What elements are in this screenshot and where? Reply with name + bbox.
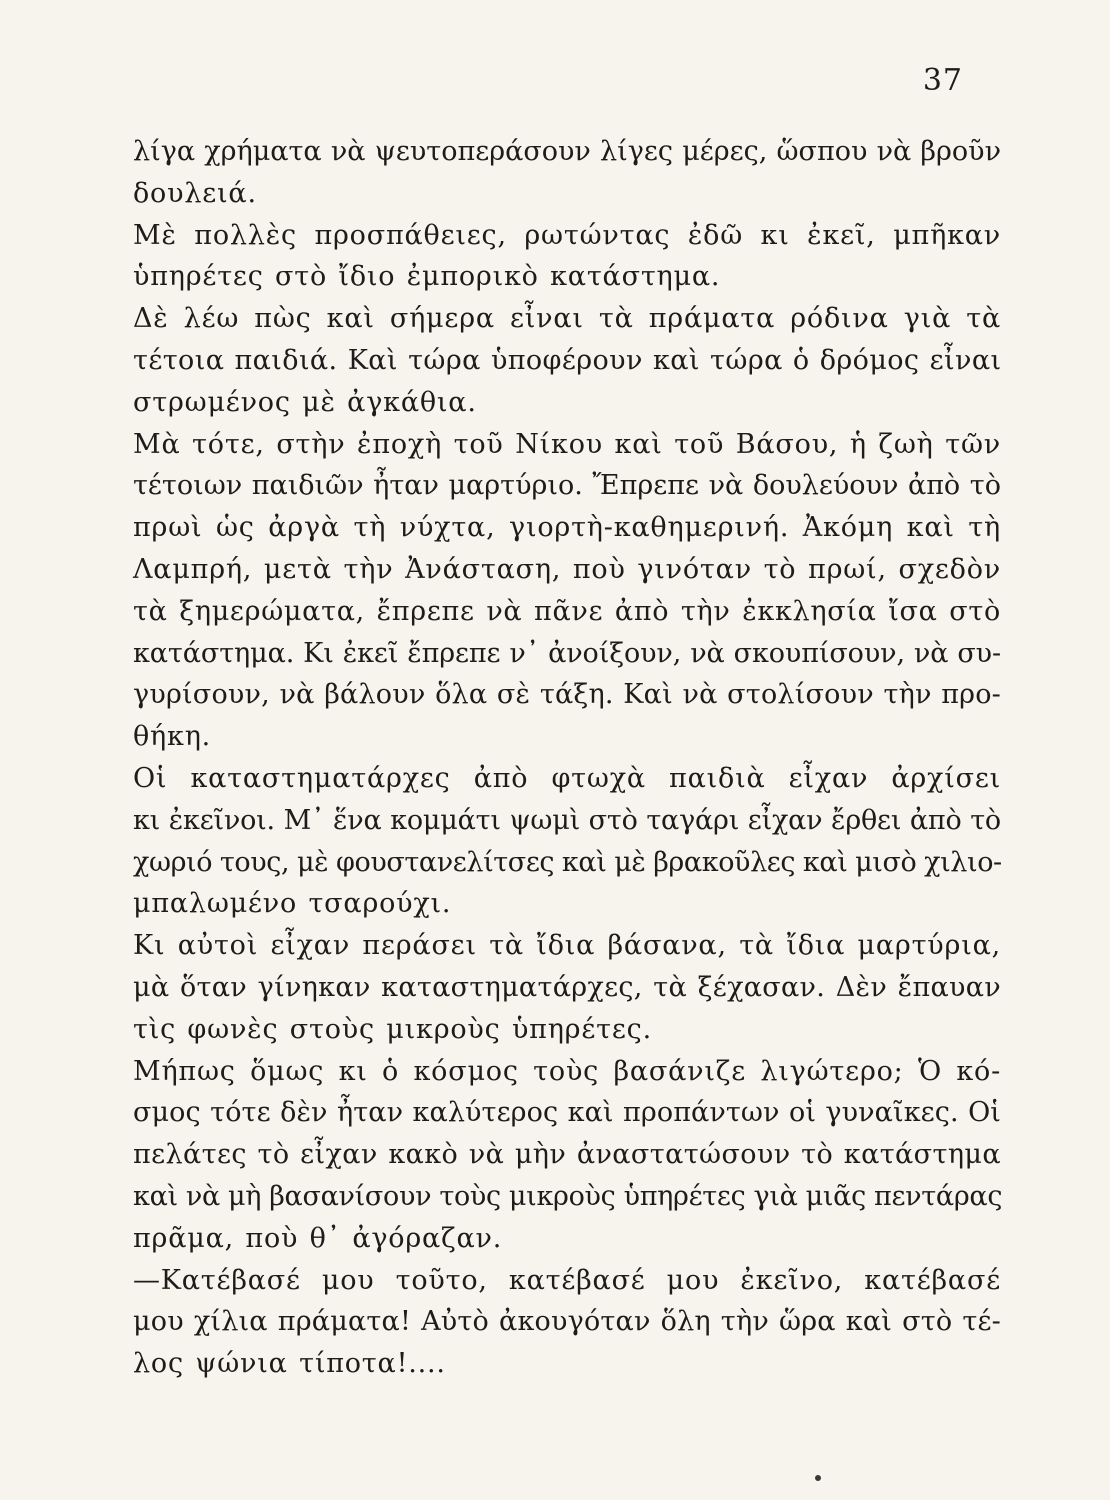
text-line: μου χίλια πράματα! Αὐτὸ ἀκουγόταν ὅλη τὴν ὥρα καὶ στὸ τέ- bbox=[133, 1306, 1001, 1338]
text-line: ὑπηρέτες στὸ ἴδιο ἐμπορικὸ κατάστημα. bbox=[133, 261, 721, 293]
ink-dot bbox=[815, 1475, 821, 1481]
text-line: Μὲ πολλὲς προσπάθειες, ρωτώντας ἐδῶ κι ἐκεῖ, μπῆκαν bbox=[133, 219, 1001, 251]
text-line: Μὰ τότε, στὴν ἐποχὴ τοῦ Νίκου καὶ τοῦ Βάσου, ἡ ζωὴ τῶν bbox=[133, 428, 1001, 460]
text-line: Οἱ καταστηματάρχες ἀπὸ φτωχὰ παιδιὰ εἶχαν ἀρχίσει bbox=[133, 762, 1001, 794]
text-line: κι ἐκεῖνοι. Μ᾽ ἕνα κομμάτι ψωμὶ στὸ ταγάρι εἶχαν ἔρθει ἀπὸ τὸ bbox=[133, 804, 1001, 836]
text-line: δουλειά. bbox=[133, 177, 257, 209]
text-line: στρωμένος μὲ ἀγκάθια. bbox=[133, 386, 477, 418]
text-line: πελάτες τὸ εἶχαν κακὸ νὰ μὴν ἀναστατώσουν τὸ κατάστημα bbox=[133, 1139, 1001, 1171]
text-line: τὶς φωνὲς στοὺς μικροὺς ὑπηρέτες. bbox=[133, 1013, 652, 1045]
text-line: τὰ ξημερώματα, ἔπρεπε νὰ πᾶνε ἀπὸ τὴν ἐκκλησία ἴσα στὸ bbox=[133, 595, 1001, 627]
text-line: λος ψώνια τίποτα!.... bbox=[133, 1348, 446, 1380]
text-line: χωριό τους, μὲ φουστανελίτσες καὶ μὲ βρακοῦλες καὶ μισὸ χιλιο- bbox=[133, 846, 1002, 878]
text-line: Κι αὐτοὶ εἶχαν περάσει τὰ ἴδια βάσανα, τὰ ἴδια μαρτύρια, bbox=[133, 930, 1001, 962]
page-number: 37 bbox=[922, 63, 963, 98]
text-line: καὶ νὰ μὴ βασανίσουν τοὺς μικροὺς ὑπηρέτες γιὰ μιᾶς πεντάρας bbox=[133, 1180, 1003, 1212]
text-line: θήκη. bbox=[133, 721, 212, 753]
text-line: τέτοια παιδιά. Καὶ τώρα ὑποφέρουν καὶ τώρα ὁ δρόμος εἶναι bbox=[133, 344, 1002, 376]
text-line: σμος τότε δὲν ἦταν καλύτερος καὶ προπάντων οἱ γυναῖκες. Οἱ bbox=[133, 1097, 1001, 1129]
text-line: πρᾶμα, ποὺ θ᾽ ἀγόραζαν. bbox=[133, 1222, 503, 1254]
text-line: τέτοιων παιδιῶν ἦταν μαρτύριο. Ἔπρεπε νὰ δουλεύουν ἀπὸ τὸ bbox=[133, 470, 1001, 502]
body-text bbox=[133, 131, 1001, 1385]
text-line: λίγα χρήματα νὰ ψευτοπεράσουν λίγες μέρες, ὥσπου νὰ βροῦν bbox=[133, 136, 1001, 167]
text-line: μὰ ὅταν γίνηκαν καταστηματάρχες, τὰ ξέχασαν. Δὲν ἔπαυαν bbox=[133, 971, 1001, 1003]
text-line: κατάστημα. Κι ἐκεῖ ἔπρεπε ν᾽ ἀνοίξουν, νὰ σκουπίσουν, νὰ συ- bbox=[133, 637, 1001, 669]
text-line: Μήπως ὅμως κι ὁ κόσμος τοὺς βασάνιζε λιγώτερο; Ὁ κό- bbox=[133, 1055, 1001, 1087]
text-line: Λαμπρή, μετὰ τὴν Ἀνάσταση, ποὺ γινόταν τὸ πρωί, σχεδὸν bbox=[133, 553, 1001, 585]
text-line: —Κατέβασέ μου τοῦτο, κατέβασέ μου ἐκεῖνο, κατέβασέ bbox=[133, 1264, 1001, 1296]
text-line: μπαλωμένο τσαρούχι. bbox=[133, 888, 452, 920]
text-line: Δὲ λέω πὼς καὶ σήμερα εἶναι τὰ πράματα ρόδινα γιὰ τὰ bbox=[133, 303, 1001, 335]
text-line: γυρίσουν, νὰ βάλουν ὅλα σὲ τάξη. Καὶ νὰ στολίσουν τὴν προ- bbox=[133, 679, 1001, 711]
text-line: πρωὶ ὡς ἀργὰ τὴ νύχτα, γιορτὴ-καθημερινή. Ἀκόμη καὶ τὴ bbox=[133, 512, 1001, 544]
